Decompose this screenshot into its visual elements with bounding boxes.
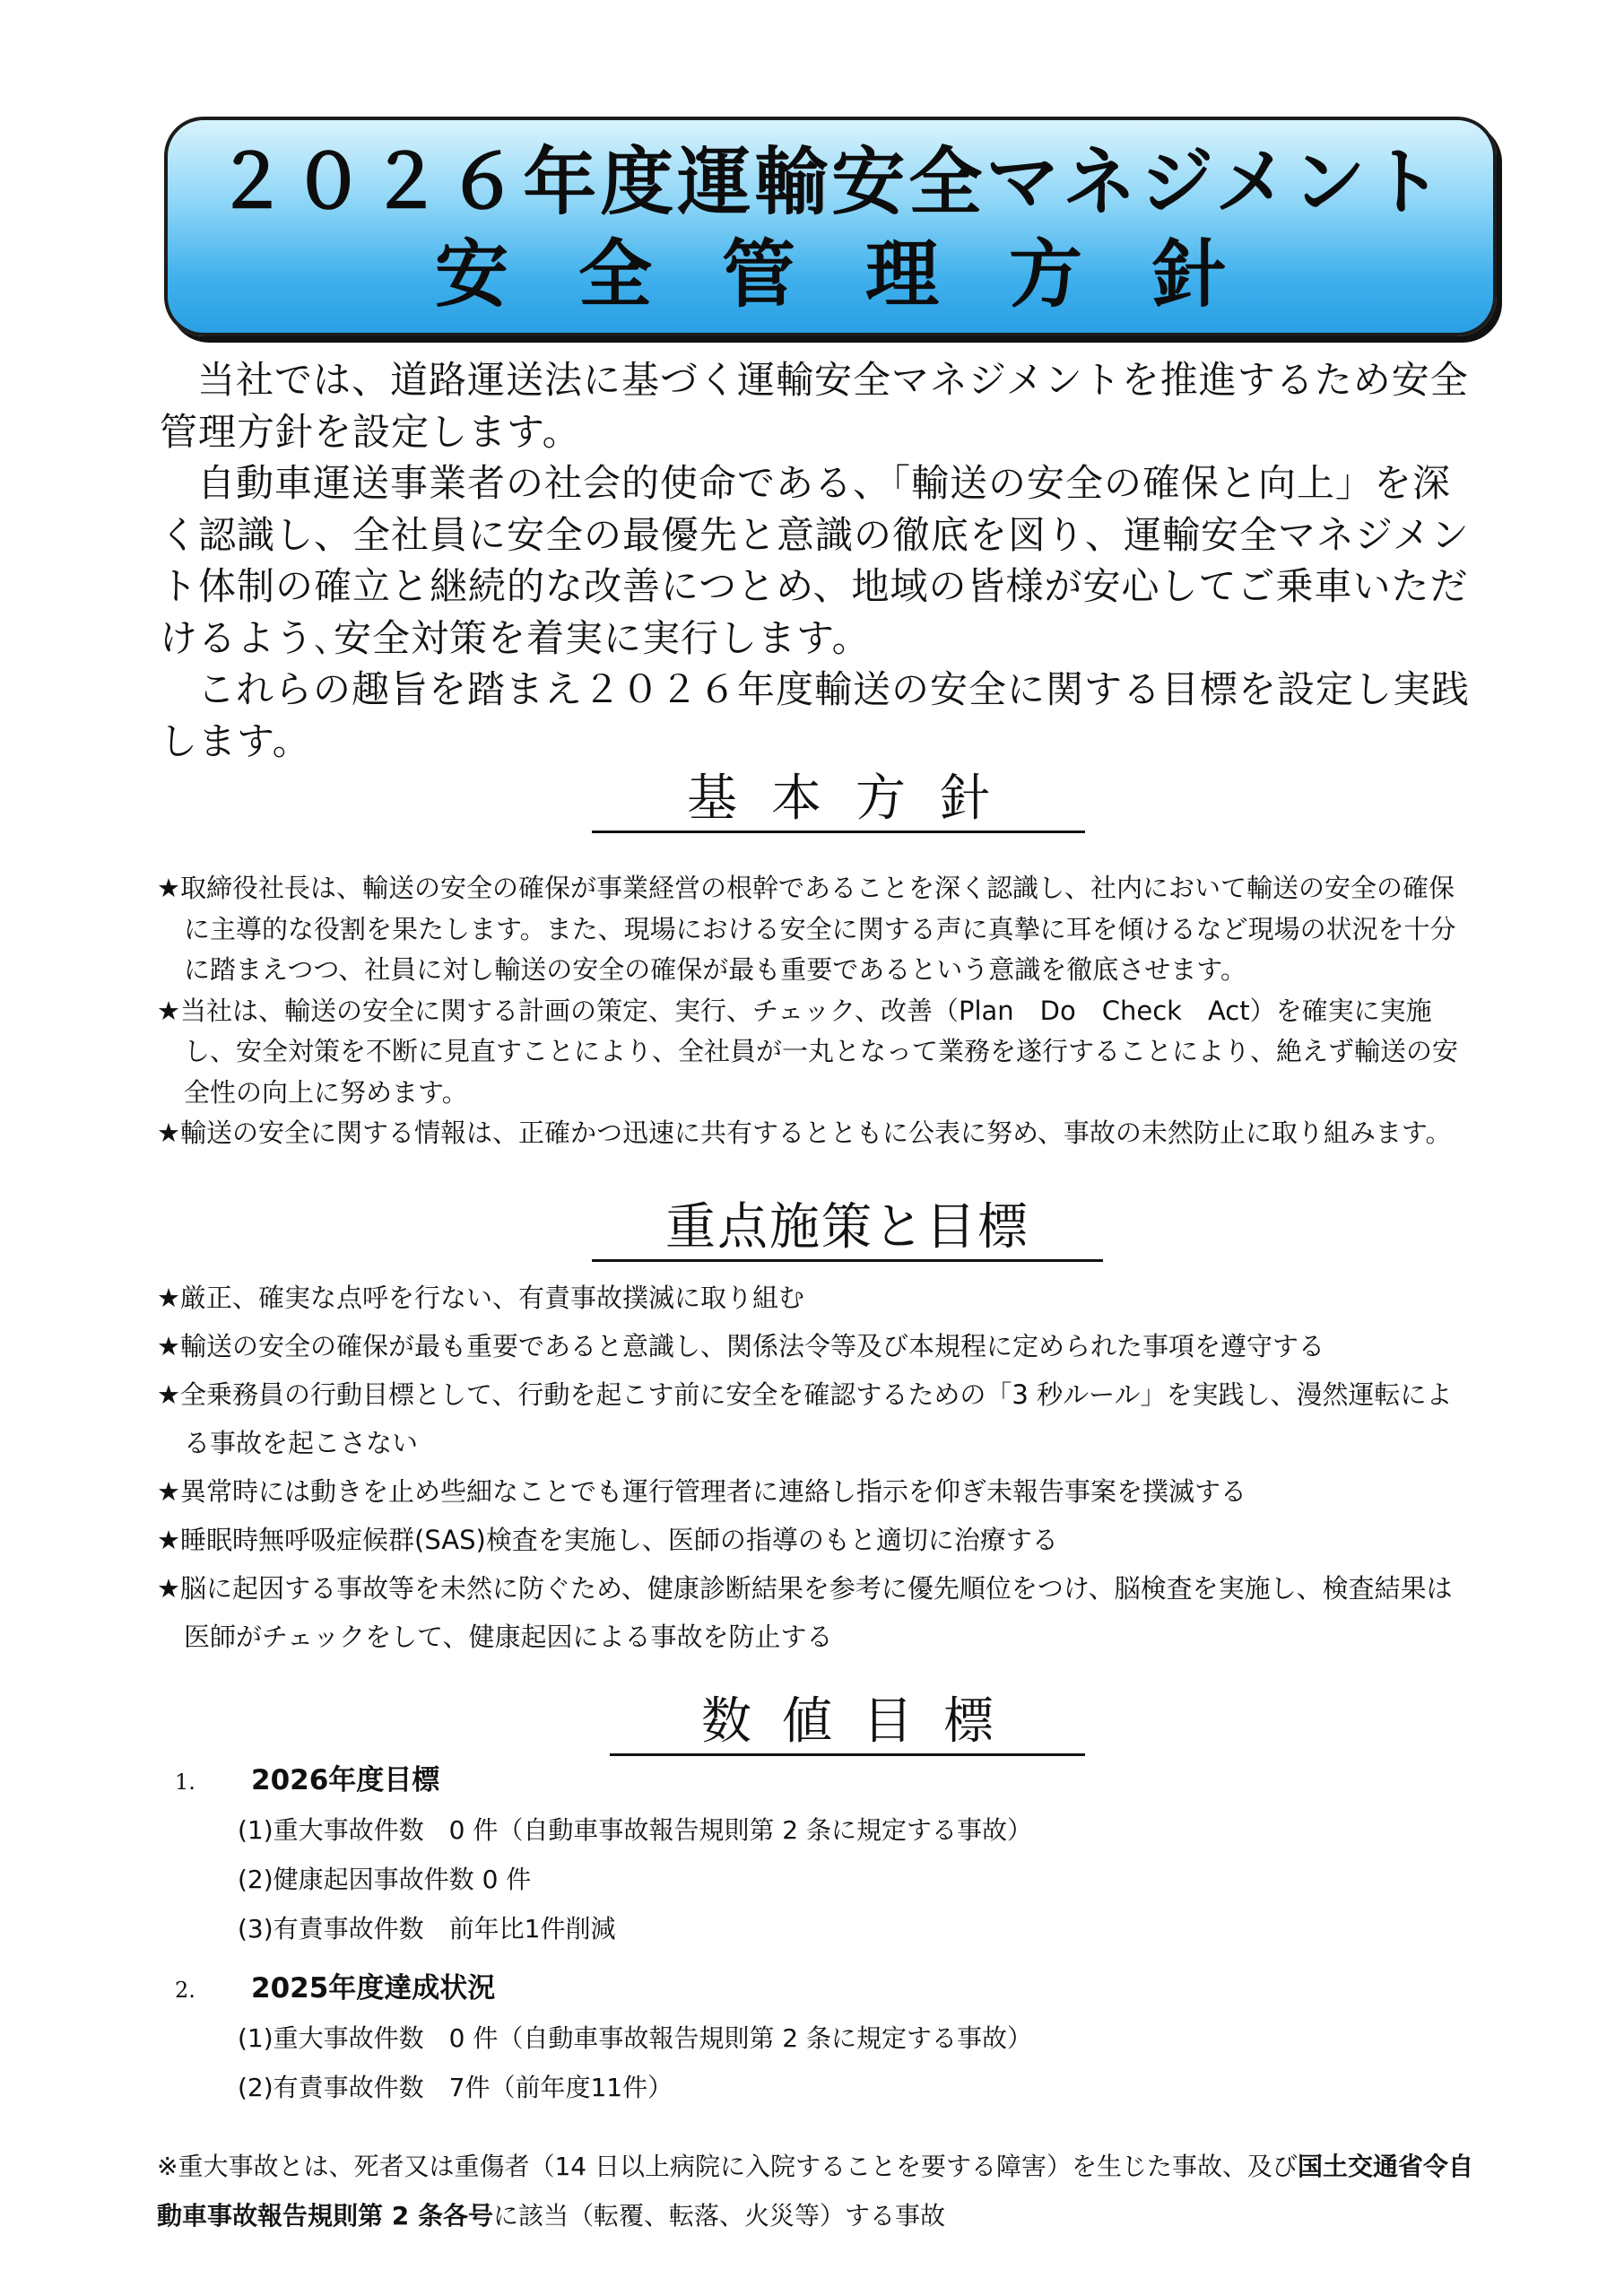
numeric-heading: 数値目標 [610,1691,1085,1756]
star-icon: ★ [157,1573,180,1604]
star-icon: ★ [157,873,180,903]
list-item: ★脳に起因する事故等を未然に防ぐため、健康診断結果を参考に優先順位をつけ、脳検査を実施し、検査結果は医師がチェックをして、健康起因による事故を防止する [157,1573,1453,1652]
intro-paragraph: これらの趣旨を踏まえ２０２６年度輸送の安全に関する目標を設定し実践します。 [160,667,1471,763]
list-item: ★睡眠時無呼吸症候群(SAS)検査を実施し、医師の指導のもと適切に治療する [157,1525,1058,1555]
target-item: (3)有責事故件数 前年比1件削減 [238,1914,616,1944]
title-line-1: ２０２６年度運輸安全マネジメント [214,140,1446,225]
group-title: 2026年度目標 [251,1764,440,1796]
list-item: ★取締役社長は、輸送の安全の確保が事業経営の根幹であることを深く認識し、社内において輸送の安全の確保に主導的な役割を果たします。また、現場における安全に関する声に真摯に耳を傾けるなど現場の状況を十分に踏まえつつ、社員に対し輸送の安全の確保が最も重要であるという意識を徹底させます。 [157,873,1456,985]
focus-heading: 重点施策と目標 [592,1196,1103,1262]
intro-paragraph: 自動車運送事業者の社会的使命である、「輸送の安全の確保と向上」を深く認識し、全社員に安全の最優先と意識の徹底を図り、運輸安全マネジメント体制の確立と継続的な改善につとめ、地域の皆様が安心してご乗車いただけるよう､安全対策を着実に実行します。 [160,461,1470,660]
focus-list [157,1274,1475,1661]
list-item: ★異常時には動きを止め些細なことでも運行管理者に連絡し指示を仰ぎ未報告事案を撲滅する [157,1476,1247,1507]
target-item: (1)重大事故件数 0 件（自動車事故報告規則第 2 条に規定する事故） [238,2023,1032,2053]
intro-paragraph: 当社では、道路運送法に基づく運輸安全マネジメントを推進するため安全管理方針を設定します。 [160,358,1469,454]
star-icon: ★ [157,1476,180,1507]
basic-policy-heading: 基本方針 [592,768,1085,833]
group-title: 2025年度達成状況 [251,1972,496,2005]
target-item: (2)健康起因事故件数 0 件 [238,1865,532,1894]
target-item: (2)有責事故件数 7件（前年度11件） [238,2073,673,2102]
title-line-2: 安全管理方針 [434,232,1296,317]
intro-text [160,354,1478,767]
star-icon: ★ [157,1525,180,1555]
star-icon: ★ [157,1379,180,1410]
target-group [175,1964,1430,2112]
star-icon: ★ [157,995,180,1026]
list-item: ★輸送の安全の確保が最も重要であると意識し、関係法令等及び本規程に定められた事項を遵守する [157,1331,1325,1361]
footnote-emphasis: 国土交通省令自動車事故報告規則第 2 条各号 [157,2152,1474,2231]
numeric-targets [175,1756,1430,2123]
list-item: ★輸送の安全に関する情報は、正確かつ迅速に共有するとともに公表に努め、事故の未然防止に取り組みます。 [157,1118,1452,1148]
list-item: ★全乗務員の行動目標として、行動を起こす前に安全を確認するための「3 秒ルール」を実践し、漫然運転による事故を起こさない [157,1379,1453,1458]
star-icon: ★ [157,1283,180,1313]
list-item: ★当社は、輸送の安全に関する計画の策定、実行、チェック、改善（Plan Do Check Act）を確実に実施し、安全対策を不断に見直すことにより、全社員が一丸となって業務を遂行することにより、絶えず輸送の安全性の向上に努めます。 [157,995,1459,1108]
star-icon: ★ [157,1118,180,1148]
list-item: ★厳正、確実な点呼を行ない、有責事故撲滅に取り組む [157,1283,805,1313]
star-icon: ★ [157,1331,180,1361]
group-number: 2. [175,1978,195,2003]
target-item: (1)重大事故件数 0 件（自動車事故報告規則第 2 条に規定する事故） [238,1815,1032,1845]
basic-policy-list [157,868,1475,1154]
title-banner [164,117,1497,336]
footnote: ※重大事故とは、死者又は重傷者（14 日以上病院に入院することを要する障害）を生じた事故、及び国土交通省令自動車事故報告規則第 2 条各号に該当（転覆、転落、火災等）する事故 [157,2152,1474,2231]
target-group [175,1756,1430,1953]
group-number: 1. [175,1770,195,1795]
